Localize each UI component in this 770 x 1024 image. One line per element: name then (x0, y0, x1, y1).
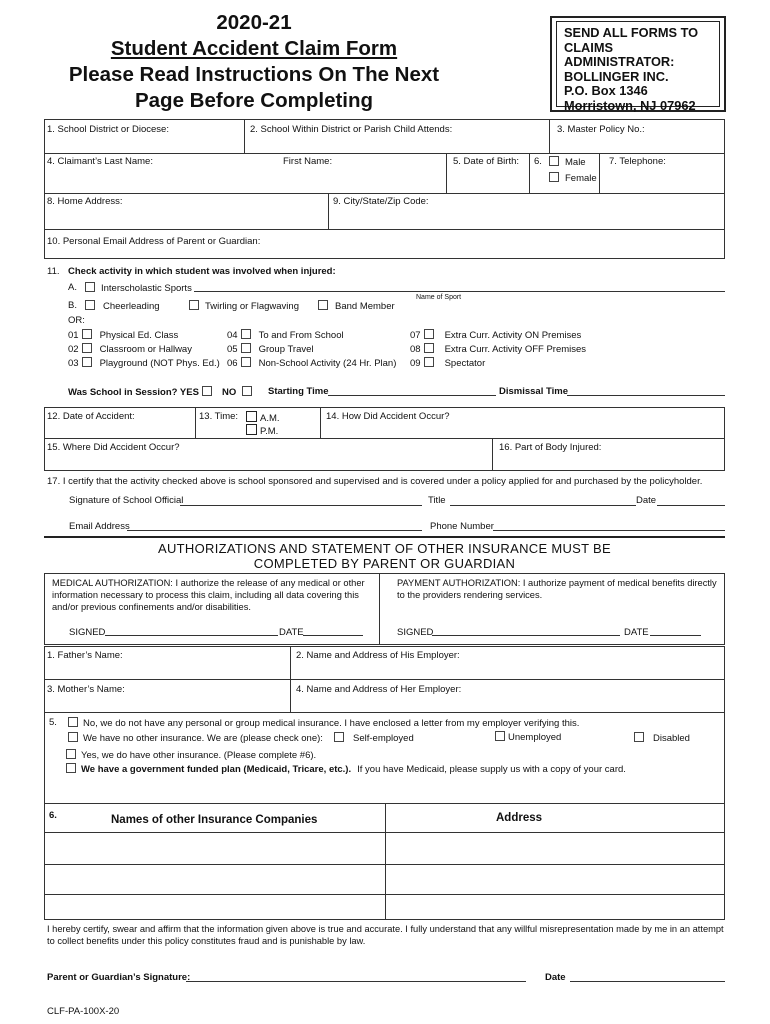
medicaid-note: If you have Medicaid, please supply us with a copy of your card. (357, 764, 626, 775)
title-year: 2020-21 (216, 11, 292, 34)
twirling-checkbox[interactable] (189, 300, 199, 310)
payment-date-label: DATE (624, 627, 649, 638)
activity-item-04[interactable] (227, 329, 344, 341)
female-checkbox[interactable] (549, 172, 559, 182)
accident-time-label: 13. Time: (199, 411, 239, 422)
send-line: ADMINISTRATOR: (564, 54, 675, 69)
female-label: Female (565, 173, 597, 184)
activity-checkbox-01[interactable] (82, 329, 92, 339)
unemployed-checkbox[interactable] (495, 731, 505, 741)
school-phone-line[interactable] (493, 530, 725, 531)
fraud-certification-text: I hereby certify, swear and affirm that the information given above is true and accurate. I fully understand that any willful misrepresentation made by me in an attempt to collect benefits under this policy constitutes fraud and is punishable by law. (47, 924, 724, 946)
title-main: Student Accident Claim Form (110, 37, 398, 60)
male-option[interactable] (546, 156, 586, 168)
activity-number-08: 08 (410, 344, 421, 355)
or-label: OR: (68, 315, 85, 326)
parent-signature-line[interactable] (186, 981, 526, 982)
am-option[interactable] (246, 411, 280, 424)
address-row-3[interactable] (386, 895, 724, 919)
band-member-option[interactable] (315, 300, 395, 312)
title-instructions-1: Please Read Instructions On The Next (68, 63, 440, 86)
payment-signed-label: SIGNED (397, 627, 434, 638)
activity-item-08[interactable] (410, 343, 586, 355)
activity-label-01: Physical Ed. Class (99, 330, 179, 341)
father-employer-label: 2. Name and Address of His Employer: (296, 650, 460, 661)
medical-signed-label: SIGNED (69, 627, 106, 638)
school-email-label: Email Address (69, 521, 130, 532)
no-other-insurance-option[interactable] (65, 732, 323, 744)
pm-checkbox[interactable] (246, 424, 257, 435)
band-member-checkbox[interactable] (318, 300, 328, 310)
activity-item-05[interactable] (227, 343, 314, 355)
first-name-label: First Name: (283, 156, 333, 167)
government-plan-option[interactable] (63, 763, 626, 775)
school-official-signature-line[interactable] (180, 505, 422, 506)
activity-number-02: 02 (68, 344, 79, 355)
activity-item-09[interactable] (410, 357, 485, 369)
insurance-table-number: 6. (49, 810, 57, 821)
authorization-divider (379, 573, 380, 645)
pm-label: P.M. (260, 426, 279, 437)
activity-checkbox-02[interactable] (82, 343, 92, 353)
am-label: A.M. (260, 413, 280, 424)
activity-number: 11. (47, 266, 60, 277)
school-phone-label: Phone Number (430, 521, 494, 532)
activity-number-06: 06 (227, 358, 238, 369)
band-member-label: Band Member (335, 301, 395, 312)
medical-date-line[interactable] (303, 635, 363, 636)
male-label: Male (565, 157, 586, 168)
where-accident-occurred-label: 15. Where Did Accident Occur? (47, 442, 180, 453)
interscholastic-label: Interscholastic Sports (101, 283, 192, 294)
unemployed-label: Unemployed (508, 732, 562, 743)
activity-checkbox-05[interactable] (241, 343, 251, 353)
activity-number-04: 04 (227, 330, 238, 341)
name-of-sport-caption: Name of Sport (416, 294, 462, 301)
activity-checkbox-09[interactable] (424, 357, 434, 367)
send-line: Morristown, NJ 07962 (564, 97, 696, 113)
telephone-label: 7. Telephone: (609, 156, 666, 167)
company-row-3[interactable] (45, 895, 384, 919)
self-employed-checkbox[interactable] (334, 732, 344, 742)
female-option[interactable] (546, 172, 597, 184)
school-district-label: 1. School District or Diocese: (47, 124, 169, 135)
in-session-yes-checkbox[interactable] (202, 386, 212, 396)
has-other-insurance-option[interactable] (63, 749, 316, 761)
activity-item-07[interactable] (410, 329, 581, 341)
disabled-option[interactable] (631, 732, 690, 744)
activity-label-03: Playground (NOT Phys. Ed.) (99, 358, 220, 369)
how-accident-occurred-label: 14. How Did Accident Occur? (326, 411, 450, 422)
no-insurance-checkbox[interactable] (68, 717, 78, 727)
school-attends-label: 2. School Within District or Parish Child Attends: (250, 124, 453, 135)
parent-date-label: Date (545, 972, 566, 983)
father-name-label: 1. Father’s Name: (47, 650, 123, 661)
activity-item-06[interactable] (227, 357, 396, 369)
certify-date-line[interactable] (657, 505, 725, 506)
parent-email-label: 10. Personal Email Address of Parent or Guardian: (47, 236, 261, 247)
address-column-header: Address (496, 812, 543, 824)
date-of-accident-label: 12. Date of Accident: (47, 411, 135, 422)
master-policy-label: 3. Master Policy No.: (557, 124, 645, 135)
activity-number-07: 07 (410, 330, 421, 341)
address-row-1[interactable] (386, 833, 724, 863)
insurance-number: 5. (49, 717, 57, 728)
send-forms-box (550, 16, 726, 112)
certify-date-label: Date (636, 495, 657, 506)
activity-label-06: Non-School Activity (24 Hr. Plan) (258, 358, 397, 369)
cheerleading-checkbox[interactable] (85, 300, 95, 310)
send-line: P.O. Box 1346 (564, 83, 648, 98)
disabled-label: Disabled (653, 733, 690, 744)
activity-label-04: To and From School (258, 330, 344, 341)
disabled-checkbox[interactable] (634, 732, 644, 742)
title-line[interactable] (450, 505, 636, 506)
form-title (48, 10, 460, 114)
unemployed-option[interactable] (492, 731, 561, 743)
mother-name-label: 3. Mother’s Name: (47, 684, 125, 695)
parent-signature-label: Parent or Guardian’s Signature: (47, 972, 191, 983)
medical-date-label: DATE (279, 627, 304, 638)
no-insurance-label: No, we do not have any personal or group medical insurance. I have enclosed a letter from my employer verifying this. (83, 718, 580, 729)
in-session-no-checkbox[interactable] (242, 386, 252, 396)
twirling-label: Twirling or Flagwaving (205, 301, 299, 312)
activity-item-02[interactable] (68, 343, 192, 355)
activity-checkbox-07[interactable] (424, 329, 434, 339)
activity-number-03: 03 (68, 358, 79, 369)
in-session-no-label: NO (222, 387, 237, 398)
interscholastic-checkbox[interactable] (85, 282, 95, 292)
starting-time-label: Starting Time (268, 386, 329, 397)
no-other-insurance-label: We have no other insurance. We are (please check one): (83, 733, 323, 744)
home-address-label: 8. Home Address: (47, 196, 123, 207)
government-plan-label: We have a government funded plan (Medicaid, Tricare, etc.). (81, 764, 352, 775)
parent-date-line[interactable] (570, 981, 725, 982)
has-other-insurance-checkbox[interactable] (66, 749, 76, 759)
company-row-1[interactable] (45, 833, 384, 863)
activity-checkbox-03[interactable] (82, 357, 92, 367)
medical-signed-line[interactable] (105, 635, 278, 636)
authorization-heading-1: AUTHORIZATIONS AND STATEMENT OF OTHER INSURANCE MUST BE (158, 541, 611, 556)
activity-checkbox-08[interactable] (424, 343, 434, 353)
school-official-signature-label: Signature of School Official (69, 495, 184, 506)
send-line: BOLLINGER INC. (564, 68, 669, 84)
body-part-injured-label: 16. Part of Body Injured: (499, 442, 602, 453)
in-session-yes-label: Was School in Session? YES (68, 387, 199, 398)
no-other-insurance-checkbox[interactable] (68, 732, 78, 742)
activity-item-03[interactable] (68, 357, 220, 369)
cheerleading-label: Cheerleading (103, 301, 160, 312)
payment-date-line[interactable] (650, 635, 701, 636)
twirling-option[interactable] (186, 300, 299, 312)
send-line: CLAIMS (564, 39, 614, 55)
school-certification-text: 17. I certify that the activity checked above is school sponsored and supervised and is covered under a policy applied for and purchased by the policyholder. (47, 476, 703, 487)
no-insurance-option[interactable] (65, 717, 579, 729)
government-plan-checkbox[interactable] (66, 763, 76, 773)
medical-authorization-text: MEDICAL AUTHORIZATION: I authorize the release of any medical or other information necessary to process this claim, including all data covering this and/or previous confinements and/or disabilities. (52, 578, 365, 612)
cheerleading-option[interactable] (82, 300, 160, 312)
companies-column-header: Names of other Insurance Companies (111, 814, 318, 826)
activity-number-05: 05 (227, 344, 238, 355)
activity-label-02: Classroom or Hallway (99, 344, 192, 355)
activity-heading: Check activity in which student was involved when injured: (68, 266, 336, 277)
activity-a-letter: A. (68, 282, 77, 293)
pm-option[interactable] (246, 424, 278, 437)
activity-number-01: 01 (68, 330, 79, 341)
payment-authorization-text: PAYMENT AUTHORIZATION: I authorize payment of medical benefits directly to the providers rendering services. (397, 578, 717, 600)
date-of-birth-label: 5. Date of Birth: (453, 156, 520, 167)
activity-label-09: Spectator (444, 358, 486, 369)
city-state-zip-label: 9. City/State/Zip Code: (333, 196, 429, 207)
last-name-label: 4. Claimant’s Last Name: (47, 156, 153, 167)
activity-checkbox-06[interactable] (241, 357, 251, 367)
authorization-heading-2: COMPLETED BY PARENT OR GUARDIAN (253, 556, 516, 571)
am-checkbox[interactable] (246, 411, 257, 422)
form-code: CLF-PA-100X-20 (47, 1006, 120, 1017)
male-checkbox[interactable] (549, 156, 559, 166)
starting-time-line[interactable] (328, 395, 496, 396)
activity-label-07: Extra Curr. Activity ON Premises (444, 330, 582, 341)
in-session-no (222, 386, 255, 398)
activity-checkbox-04[interactable] (241, 329, 251, 339)
title-instructions-2: Page Before Completing (134, 89, 374, 112)
title-label: Title (428, 495, 446, 506)
self-employed-label: Self-employed (353, 733, 414, 744)
company-row-2[interactable] (45, 865, 384, 893)
mother-employer-label: 4. Name and Address of Her Employer: (296, 684, 462, 695)
dismissal-time-line[interactable] (567, 395, 725, 396)
activity-label-08: Extra Curr. Activity OFF Premises (444, 344, 587, 355)
school-email-line[interactable] (127, 530, 422, 531)
school-in-session-question (68, 386, 215, 398)
self-employed-option[interactable] (331, 732, 414, 744)
has-other-insurance-label: Yes, we do have other insurance. (Please complete #6). (81, 750, 317, 761)
activity-item-01[interactable] (68, 329, 178, 341)
dismissal-time-label: Dismissal Time (499, 386, 569, 397)
activity-label-05: Group Travel (258, 344, 314, 355)
payment-signed-line[interactable] (432, 635, 620, 636)
activity-b-letter: B. (68, 300, 77, 311)
activity-number-09: 09 (410, 358, 421, 369)
send-line: SEND ALL FORMS TO (564, 25, 699, 40)
address-row-2[interactable] (386, 865, 724, 893)
interscholastic-option[interactable] (82, 282, 192, 294)
section-divider (44, 536, 725, 538)
gender-number: 6. (534, 156, 542, 167)
